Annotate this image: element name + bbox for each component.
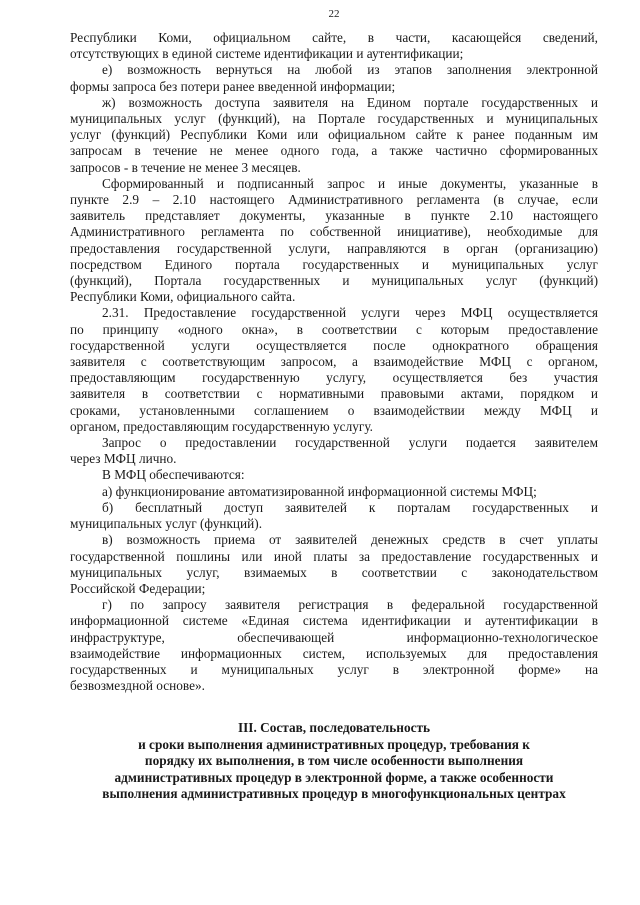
- text-line: пункте 2.9 – 2.10 настоящего Административного регламента (в случае, если: [70, 192, 598, 208]
- text-line: в) возможность приема от заявителей денежных средств в счет уплаты: [102, 532, 598, 548]
- text-line: государственной пошлины или иной платы за предоставление государственных и: [70, 548, 598, 564]
- text-line: услуг (функций) Республики Коми или официальном сайте к ранее поданным им: [70, 127, 598, 143]
- text-line: Административного регламента по собственной инициативе), необходимые для: [70, 224, 598, 240]
- text-line: инфраструктуре, обеспечивающей информационно-технологическое: [70, 629, 598, 645]
- text-line: посредством Единого портала государственных и муниципальных услуг: [70, 256, 598, 272]
- paragraph-9: [70, 532, 598, 597]
- paragraph-5: [70, 435, 598, 467]
- text-line: Российской Федерации;: [70, 580, 206, 596]
- paragraph-4: [70, 305, 598, 435]
- heading-line: порядку их выполнения, в том числе особенности выполнения: [144, 753, 524, 769]
- text-line: через МФЦ лично.: [70, 451, 177, 467]
- paragraph-0: [70, 30, 598, 62]
- paragraph-2: [70, 95, 598, 176]
- text-line: запросов - в течение не менее 3 месяцев.: [70, 159, 301, 175]
- text-line: отсутствующих в единой системе идентификации и аутентификации;: [70, 46, 464, 62]
- text-line: е) возможность вернуться на любой из этапов заполнения электронной: [102, 62, 598, 78]
- text-line: Республики Коми, официального сайта.: [70, 289, 296, 305]
- text-line: информационной системе «Единая система идентификации и аутентификации в: [70, 613, 598, 629]
- text-line: государственных и муниципальных услуг в электронной форме» на: [70, 661, 598, 677]
- text-line: заявителя с соответствующим запросом, а взаимодействие МФЦ с органом,: [70, 354, 598, 370]
- paragraph-8: [70, 500, 598, 532]
- text-line: Сформированный и подписанный запрос и иные документы, указанные в: [102, 175, 598, 191]
- text-line: органом, предоставляющим государственную услугу.: [70, 418, 373, 434]
- text-line: муниципальных услуг (функций).: [70, 516, 263, 532]
- text-line: сроками, установленными соглашением о взаимодействии между МФЦ и: [70, 402, 598, 418]
- text-line: формы запроса без потери ранее введенной информации;: [70, 78, 396, 94]
- text-line: по принципу «одного окна», в соответствии с которым предоставление: [70, 321, 598, 337]
- section-heading: [70, 720, 598, 803]
- text-line: а) функционирование автоматизированной информационной системы МФЦ;: [102, 483, 537, 499]
- heading-line: и сроки выполнения административных процедур, требования к: [138, 736, 530, 752]
- text-line: ж) возможность доступа заявителя на Едином портале государственных и: [102, 94, 598, 110]
- text-line: 2.31. Предоставление государственной услуги через МФЦ осуществляется: [102, 305, 598, 321]
- paragraph-10: [70, 597, 598, 694]
- text-line: В МФЦ обеспечиваются:: [102, 467, 245, 483]
- paragraph-1: [70, 62, 598, 94]
- body-text: [70, 30, 598, 694]
- text-line: муниципальных услуг (функций), на Портале государственных и муниципальных: [70, 111, 598, 127]
- text-line: заявитель представляет документы, указанные в пункте 2.10 настоящего: [70, 208, 598, 224]
- paragraph-3: [70, 176, 598, 306]
- text-line: предоставляющим государственную услугу, осуществляется без участия: [70, 370, 598, 386]
- text-line: безвозмездной основе».: [70, 678, 205, 694]
- text-line: б) бесплатный доступ заявителей к порталам государственных и: [102, 499, 598, 515]
- text-line: Запрос о предоставлении государственной услуги подается заявителем: [102, 435, 598, 451]
- paragraph-7: [70, 484, 598, 500]
- heading-line: административных процедур в электронной форме, а также особенности: [114, 769, 554, 785]
- text-line: г) по запросу заявителя регистрация в федеральной государственной: [102, 597, 598, 613]
- text-line: (функций), Портала государственных и муниципальных услуг (функций): [70, 273, 598, 289]
- heading-line: III. Состав, последовательность: [237, 720, 431, 736]
- text-line: взаимодействие информационных систем, используемых для предоставления: [70, 645, 598, 661]
- page-number: 22: [328, 8, 340, 20]
- text-line: заявителя в соответствии с нормативными правовыми актами, порядком и: [70, 386, 598, 402]
- heading-line: выполнения административных процедур в многофункциональных центрах: [102, 786, 566, 802]
- paragraph-6: [70, 467, 598, 483]
- text-line: государственной услуги осуществляется после однократного обращения: [70, 337, 598, 353]
- text-line: Республики Коми, официальном сайте, в части, касающейся сведений,: [70, 30, 598, 45]
- text-line: муниципальных услуг, взимаемых в соответствии с законодательством: [70, 564, 598, 580]
- text-line: предоставления государственной услуги, направляются в орган (организацию): [70, 240, 598, 256]
- text-line: запросам в течение не менее одного года, а также частично сформированных: [70, 143, 598, 159]
